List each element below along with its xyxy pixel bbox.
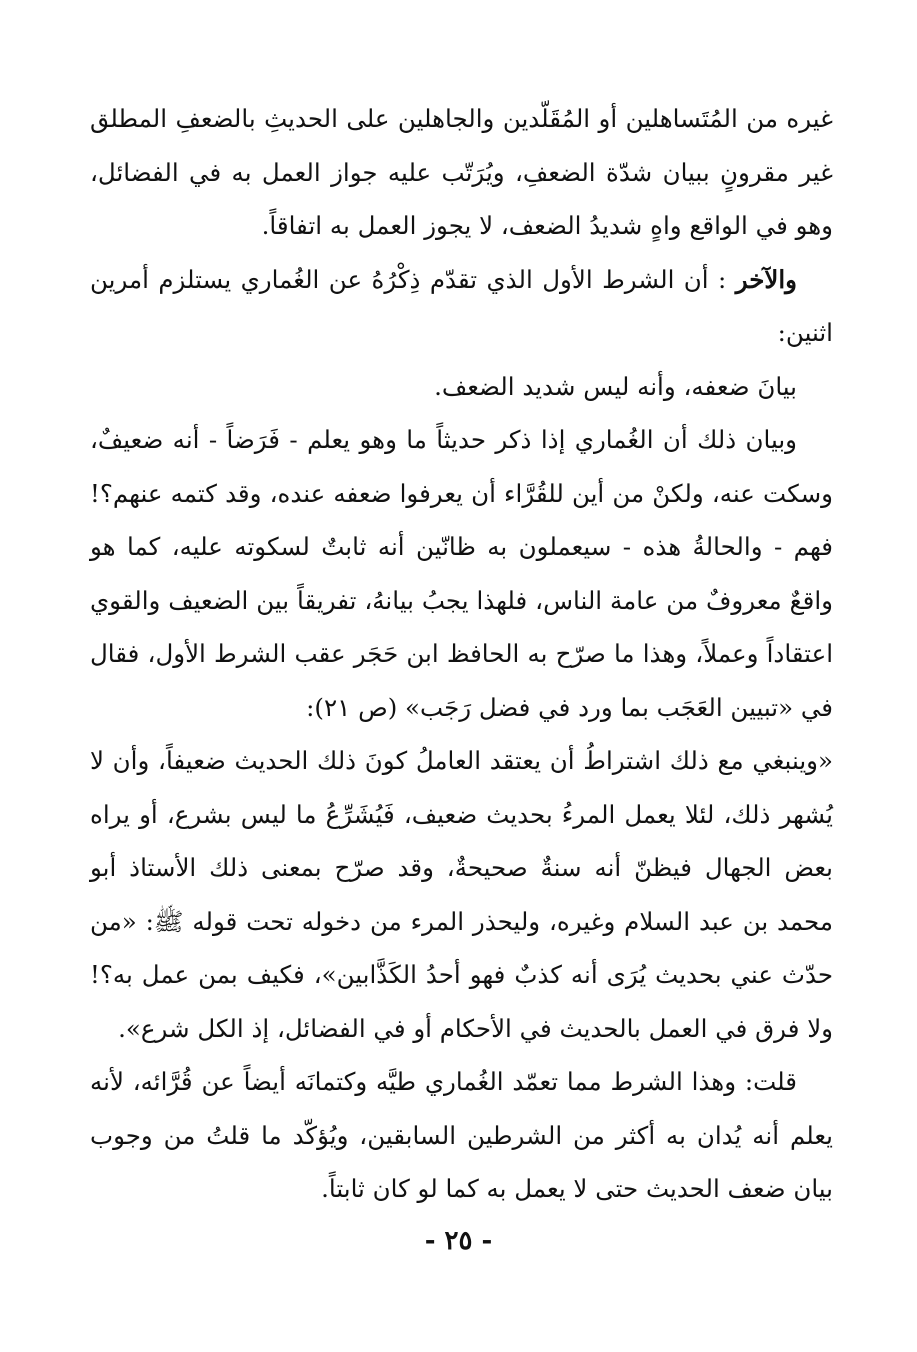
paragraph-1 — [90, 92, 833, 253]
paragraph-2-text: : أن الشرط الأول الذي تقدّم ذِكْرُهُ عن الغُماري يستلزم أمرين اثنين: — [90, 264, 833, 347]
paragraph-3-text: بيانَ ضعفه، وأنه ليس شديد الضعف. — [434, 371, 797, 401]
paragraph-6-text: قلت: وهذا الشرط مما تعمّد الغُماري طيَّه وكتمانَه أيضاً عن قُرَّائه، لأنه يعلم أنه يُدان به أكثر من الشرطين السابقين، ويُؤكّد ما قلتُ من وجوب بيان ضعف الحديث حتى لا يعمل به كما لو كان ثابتاً. — [90, 1067, 833, 1203]
quote-text: «وينبغي مع ذلك اشتراطُ أن يعتقد العاملُ كونَ ذلك الحديث ضعيفاً، وأن لا يُشهر ذلك، لئلا يعمل المرءُ بحديث ضعيف، فَيُشَرِّعُ ما ليس بشرع، أو يراه بعض الجهال فيظنّ أنه سنةٌ صحيحةٌ، وقد صرّح بمعنى ذلك الأستاذ أبو محمد بن عبد السلام وغيره، وليحذر المرء من دخوله تحت قوله ﷺ: «من حدّث عني بحديث يُرَى أنه كذبٌ فهو أحدُ الكَذَّابين»، فكيف بمن عمل به؟! ولا فرق في العمل بالحديث في الأحكام أو في الفضائل، إذ الكل شرع». — [90, 746, 833, 1043]
paragraph-4-text: وبيان ذلك أن الغُماري إذا ذكر حديثاً ما وهو يعلم - فَرَضاً - أنه ضعيفٌ، وسكت عنه، ولكنْ من أين للقُرَّاء أن يعرفوا ضعفه عنده، وقد كتمه عنهم؟! فهم - والحالةُ هذه - سيعملون به ظانّين أنه ثابتٌ لسكوته عليه، كما هو واقعٌ معروفٌ من عامة الناس، فلهذا يجبُ بيانهُ، تفريقاً بين الضعيف والقوي اعتقاداً وعملاً، وهذا ما صرّح به الحافظ ابن حَجَر عقب الشرط الأول، فقال في «تبيين العَجَب بما ورد في فضل رَجَب» (ص ٢١): — [90, 425, 833, 722]
quote-paragraph — [90, 734, 833, 1055]
paragraph-2-lead: والآخر — [735, 264, 798, 294]
paragraph-6 — [90, 1055, 833, 1216]
paragraph-1-text: غيره من المُتَساهلين أو المُقَلّدين والجاهلين على الحديثِ بالضعفِ المطلق غير مقرونٍ ببيان شدّة الضعفِ، ويُرَتّب عليه جواز العمل به في الفضائل، وهو في الواقع واهٍ شديدُ الضعف، لا يجوز العمل به اتفاقاً. — [90, 104, 833, 240]
paragraph-3 — [90, 360, 833, 414]
paragraph-4 — [90, 413, 833, 734]
page-number: - ٢٥ - — [424, 1226, 493, 1256]
paragraph-2 — [90, 253, 833, 360]
